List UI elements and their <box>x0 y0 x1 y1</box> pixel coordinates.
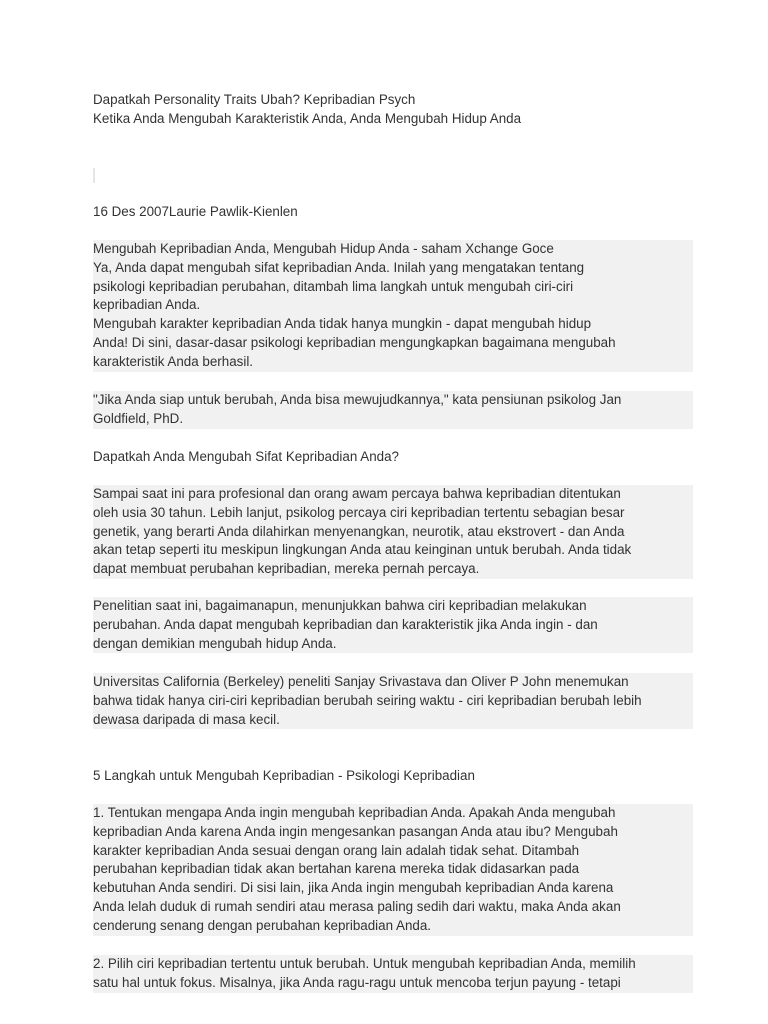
paragraph-line: Goldfield, PhD. <box>93 410 693 429</box>
paragraph-line: Universitas California (Berkeley) peneliti Sanjay Srivastava dan Oliver P John menemukan <box>93 673 693 692</box>
document-title <box>93 91 693 129</box>
paragraph-line: 1. Tentukan mengapa Anda ingin mengubah kepribadian Anda. Apakah Anda mengubah <box>93 804 693 823</box>
byline <box>93 203 693 222</box>
paragraph-line: perubahan kepribadian tidak akan bertahan karena mereka tidak didasarkan pada <box>93 860 693 879</box>
paragraph-line: perubahan. Anda dapat mengubah kepribadian dan karakteristik jika Anda ingin - dan <box>93 616 693 635</box>
text-cursor <box>93 168 95 183</box>
paragraph-line: kepribadian Anda. <box>93 296 693 315</box>
paragraph-line: dapat membuat perubahan kepribadian, mereka pernah percaya. <box>93 560 693 579</box>
paragraph-line: karakter kepribadian Anda sesuai dengan orang lain adalah tidak sehat. Ditambah <box>93 842 693 861</box>
paragraph-line: cenderung senang dengan perubahan kepribadian Anda. <box>93 917 693 936</box>
paragraph-quote <box>93 391 693 429</box>
paragraph-line: Anda lelah duduk di rumah sendiri atau merasa paling sedih dari waktu, maka Anda akan <box>93 898 693 917</box>
paragraph-line: kepribadian Anda karena Anda ingin mengesankan pasangan Anda atau ibu? Mengubah <box>93 823 693 842</box>
section-heading <box>93 767 693 786</box>
paragraph-line: 2. Pilih ciri kepribadian tertentu untuk berubah. Untuk mengubah kepribadian Anda, memilih <box>93 955 693 974</box>
paragraph-line: akan tetap seperti itu meskipun lingkungan Anda atau keinginan untuk berubah. Anda tidak <box>93 541 693 560</box>
paragraph-line: oleh usia 30 tahun. Lebih lanjut, psikolog percaya ciri kepribadian tertentu sebagian besar <box>93 504 693 523</box>
title-line: Dapatkah Personality Traits Ubah? Kepribadian Psych <box>93 92 416 107</box>
paragraph-line: Mengubah Kepribadian Anda, Mengubah Hidup Anda - saham Xchange Goce <box>93 240 693 259</box>
paragraph-line: satu hal untuk fokus. Misalnya, jika Anda ragu-ragu untuk mencoba terjun payung - tetapi <box>93 974 693 993</box>
heading-text: 5 Langkah untuk Mengubah Kepribadian - Psikologi Kepribadian <box>93 768 475 783</box>
paragraph-intro <box>93 240 693 372</box>
byline-text: 16 Des 2007Laurie Pawlik-Kienlen <box>93 204 298 219</box>
paragraph-line: Mengubah karakter kepribadian Anda tidak hanya mungkin - dapat mengubah hidup <box>93 315 693 334</box>
paragraph-research <box>93 597 693 653</box>
paragraph-line: Anda! Di sini, dasar-dasar psikologi kepribadian mengungkapkan bagaimana mengubah <box>93 334 693 353</box>
paragraph-line: genetik, yang berarti Anda dilahirkan menyenangkan, neurotik, atau ekstrovert - dan Anda <box>93 523 693 542</box>
paragraph-line: psikologi kepribadian perubahan, ditambah lima langkah untuk mengubah ciri-ciri <box>93 278 693 297</box>
paragraph-line: kebutuhan Anda sendiri. Di sisi lain, jika Anda ingin mengubah kepribadian Anda karena <box>93 879 693 898</box>
paragraph-line: Ya, Anda dapat mengubah sifat kepribadian Anda. Inilah yang mengatakan tentang <box>93 259 693 278</box>
paragraph-step-1 <box>93 804 693 936</box>
paragraph-line: dengan demikian mengubah hidup Anda. <box>93 635 693 654</box>
paragraph-line: dewasa daripada di masa kecil. <box>93 711 693 730</box>
paragraph-history <box>93 485 693 579</box>
heading-text: Dapatkah Anda Mengubah Sifat Kepribadian Anda? <box>93 449 399 464</box>
paragraph-berkeley <box>93 673 693 729</box>
section-heading <box>93 448 693 467</box>
paragraph-line: bahwa tidak hanya ciri-ciri kepribadian berubah seiring waktu - ciri kepribadian berubah lebih <box>93 692 693 711</box>
paragraph-line: "Jika Anda siap untuk berubah, Anda bisa mewujudkannya," kata pensiunan psikolog Jan <box>93 391 693 410</box>
paragraph-line: karakteristik Anda berhasil. <box>93 353 693 372</box>
paragraph-step-2 <box>93 955 693 993</box>
paragraph-line: Sampai saat ini para profesional dan orang awam percaya bahwa kepribadian ditentukan <box>93 485 693 504</box>
title-line: Ketika Anda Mengubah Karakteristik Anda, Anda Mengubah Hidup Anda <box>93 110 522 126</box>
paragraph-line: Penelitian saat ini, bagaimanapun, menunjukkan bahwa ciri kepribadian melakukan <box>93 597 693 616</box>
